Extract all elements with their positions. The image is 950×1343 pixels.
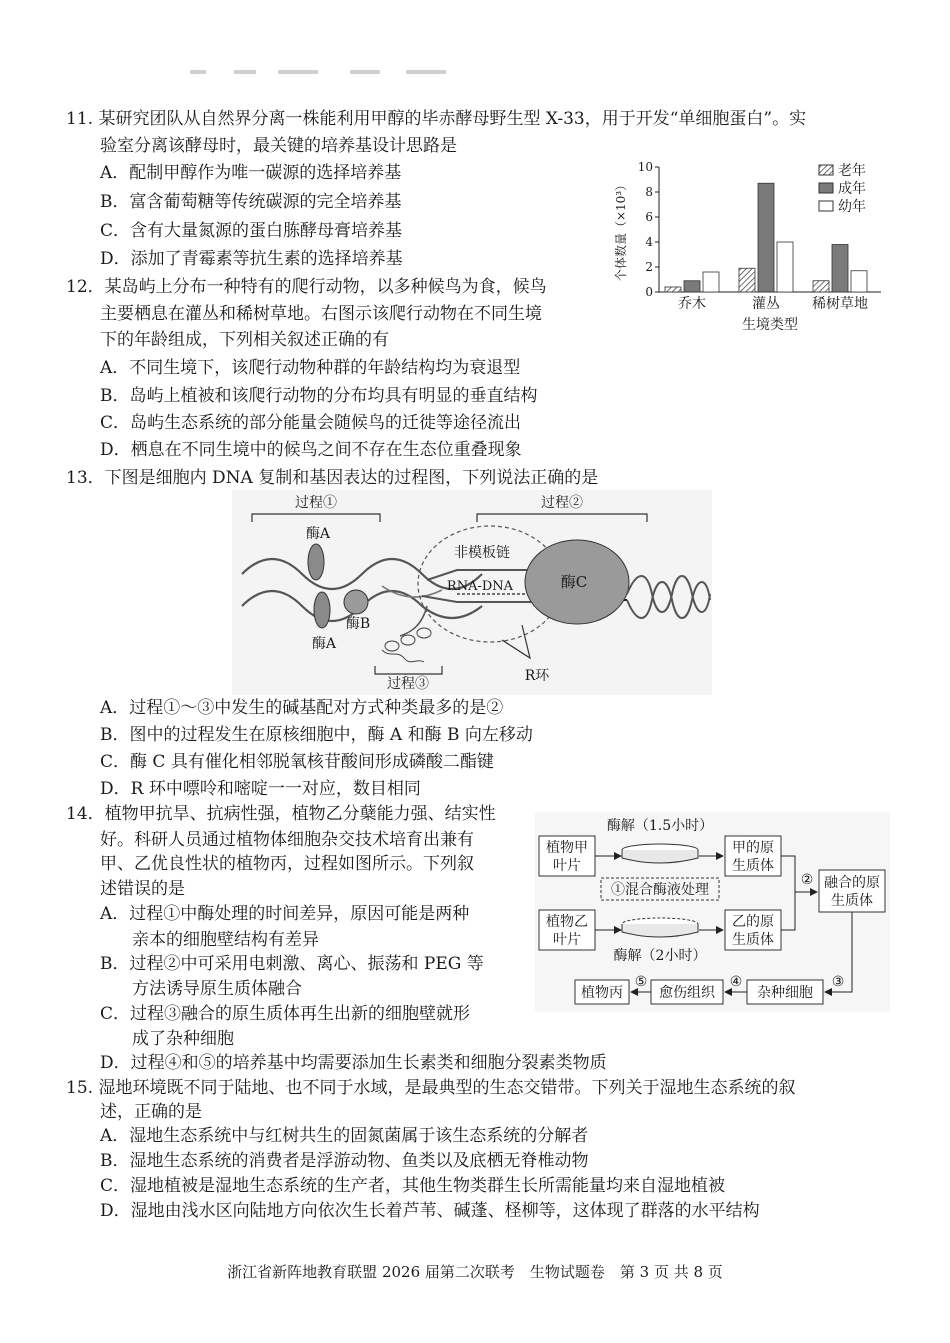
step5-label: ⑤ [634,974,648,990]
dna-expression-diagram [232,490,712,695]
chart-legend-swatch [819,201,833,211]
q11-option-b: B．富含葡萄糖等传统碳源的完全培养基 [100,192,402,212]
q13-stem: 13．下图是细胞内 DNA 复制和基因表达的过程图，下列说法正确的是 [66,468,599,488]
step2-label: ② [800,872,814,888]
nontemplate-label: 非模板链 [454,545,510,561]
plant-b-text: 植物乙 [546,914,588,930]
step3-label: ③ [831,974,845,990]
chart-legend-label: 幼年 [838,199,866,215]
chart-bar-成年-稀树草地 [832,245,848,293]
q13-option-d: D．R 环中嘌呤和嘧啶一一对应，数目相同 [100,779,421,799]
q12-option-d: D．栖息在不同生境中的候鸟之间不存在生态位重叠现象 [100,440,522,460]
enzyme-a-bottom-label: 酶A [311,636,337,652]
leaf-b-text: 叶片 [553,932,581,948]
q12-option-c: C．岛屿生态系统的部分能量会随候鸟的迁徙等途径流出 [100,413,522,433]
dish-top [622,844,698,863]
q11-stem-cont: 验室分离该酵母时，最关键的培养基设计思路是 [100,136,457,156]
chart-category-label: 灌丛 [752,296,780,312]
chart-bar-成年-乔木 [684,281,700,292]
q11-option-a: A．配制甲醇作为唯一碳源的选择培养基 [100,163,402,183]
protoplast-a-text2: 生质体 [732,858,774,874]
chart-xlabel: 生境类型 [742,317,798,333]
protoplast-b-text1: 乙的原 [732,914,774,930]
q11-stem: 11. 某研究团队从自然界分离一株能利用甲醇的毕赤酵母野生型 X-33，用于开发“单细胞蛋白”。实 [66,109,807,129]
chart-category-label: 稀树草地 [812,296,868,312]
age-structure-chart [605,155,905,340]
q14-option-a: A．过程①中酶处理的时间差异，原因可能是两种 [100,904,470,924]
chart-bar-老年-乔木 [665,287,681,292]
step4-label: ④ [729,974,743,990]
protoplast-b-text2: 生质体 [732,932,774,948]
chart-ytick-label: 0 [645,285,653,299]
enzyme-a-top-label: 酶A [305,526,331,542]
chart-legend-swatch [819,165,833,175]
q15-option-d: D．湿地由浅水区向陆地方向依次生长着芦苇、碱蓬、柽柳等，这体现了群落的水平结构 [100,1201,760,1221]
q15-option-c: C．湿地植被是湿地生态系统的生产者，其他生物类群生长所需能量均来自湿地植被 [100,1176,726,1196]
enzyme-c-label: 酶C [560,573,588,591]
chart-bar-幼年-乔木 [703,272,719,292]
chart-legend-label: 老年 [838,163,866,179]
chart-bar-幼年-灌丛 [777,242,793,292]
q14-stem-cont1: 好。科研人员通过植物体细胞杂交技术培育出兼有 [100,830,474,850]
q14-option-c: C．过程③融合的原生质体再生出新的细胞壁就形 [100,1004,471,1024]
enzyme-a-bottom-shape [314,592,330,628]
enzyme-top-text: 酶解（1.5小时） [606,818,714,834]
chart-bar-成年-灌丛 [758,183,774,292]
fused-text2: 生质体 [831,893,873,909]
process3-label: 过程③ [387,676,429,692]
chart-bar-老年-灌丛 [739,268,755,292]
chart-bar-幼年-稀树草地 [851,271,867,292]
dish-bottom [622,918,698,937]
q15-option-a: A．湿地生态系统中与红树共生的固氮菌属于该生态系统的分解者 [100,1126,589,1146]
q13-option-a: A．过程①～③中发生的碱基配对方式种类最多的是② [100,698,504,718]
fused-text1: 融合的原 [824,875,880,891]
q14-option-d: D．过程④和⑤的培养基中均需要添加生长素类和细胞分裂素类物质 [100,1053,607,1073]
q12-stem-cont2: 下的年龄组成，下列相关叙述正确的有 [100,330,389,350]
q15-stem: 15. 湿地环境既不同于陆地、也不同于水域，是最典型的生态交错带。下列关于湿地生态系统的叙 [66,1078,796,1098]
q14-option-c-cont: 成了杂种细胞 [132,1029,234,1049]
chart-legend-swatch [819,183,833,193]
page-footer: 浙江省新阵地教育联盟 2026 届第二次联考 生物试题卷 第 3 页 共 8 页 [227,1263,723,1281]
q12-option-b: B．岛屿上植被和该爬行动物的分布均具有明显的垂直结构 [100,386,538,406]
q14-stem: 14．植物甲抗旱、抗病性强，植物乙分蘖能力强、结实性 [66,804,496,824]
q12-stem-cont1: 主要栖息在灌丛和稀树草地。右图示该爬行动物在不同生境 [100,304,542,324]
q11-option-d: D．添加了青霉素等抗生素的选择培养基 [100,249,403,269]
chart-ytick-label: 2 [645,260,653,274]
leaf-a-text: 叶片 [553,858,581,874]
enzyme-a-top-shape [308,544,324,580]
q13-option-b: B．图中的过程发生在原核细胞中，酶 A 和酶 B 向左移动 [100,725,533,745]
q15-stem-cont: 述，正确的是 [100,1102,202,1122]
plant-c-text: 植物丙 [581,985,623,1001]
q13-option-c: C．酶 C 具有催化相邻脱氧核苷酸间形成磷酸二酯键 [100,752,494,772]
q14-option-b: B．过程②中可采用电刺激、离心、振荡和 PEG 等 [100,954,484,974]
chart-ytick-label: 4 [645,235,653,249]
protoplast-a-text1: 甲的原 [732,840,774,856]
rna-dna-label: RNA-DNA [446,579,514,594]
r-loop-label: R环 [524,668,550,684]
q15-option-b: B．湿地生态系统的消费者是浮游动物、鱼类以及底栖无脊椎动物 [100,1151,589,1171]
chart-ylabel: 个体数量（×10³） [614,178,628,282]
q14-stem-cont2: 甲、乙优良性状的植物丙，过程如图所示。下列叙 [100,854,474,874]
process1-label: 过程① [295,495,337,511]
chart-ytick-label: 10 [637,160,653,174]
enzyme-b-shape [344,590,368,614]
q11-option-c: C．含有大量氮源的蛋白胨酵母膏培养基 [100,221,403,241]
process2-label: 过程② [541,495,583,511]
mix-text: ①混合酶液处理 [611,882,709,898]
enzyme-bottom-text: 酶解（2小时） [613,948,707,964]
protoplast-fusion-diagram [535,812,890,1012]
chart-bar-老年-稀树草地 [813,281,829,292]
callus-text: 愈伤组织 [659,985,715,1001]
top-faint-mark [190,68,450,78]
chart-ytick-label: 6 [645,210,653,224]
chart-legend-label: 成年 [838,181,866,197]
q14-option-b-cont: 方法诱导原生质体融合 [132,979,302,999]
q14-stem-cont3: 述错误的是 [100,879,185,899]
q14-option-a-cont: 亲本的细胞壁结构有差异 [132,930,319,950]
q12-option-a: A．不同生境下，该爬行动物种群的年龄结构均为衰退型 [100,358,521,378]
plant-a-text: 植物甲 [546,840,588,856]
enzyme-b-label: 酶B [345,616,371,632]
chart-category-label: 乔木 [678,296,706,312]
hybrid-text: 杂种细胞 [757,985,813,1001]
chart-ytick-label: 8 [645,185,653,199]
q12-stem: 12．某岛屿上分布一种特有的爬行动物，以多种候鸟为食，候鸟 [66,277,547,297]
